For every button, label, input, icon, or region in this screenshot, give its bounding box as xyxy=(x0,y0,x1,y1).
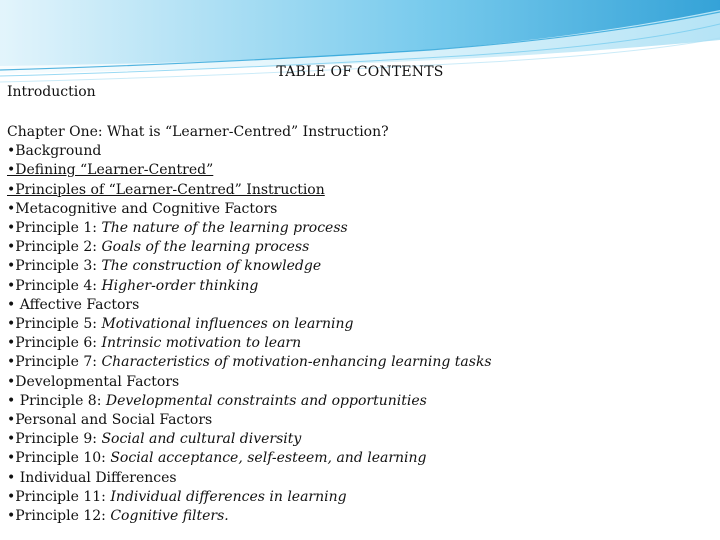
list-item xyxy=(7,315,707,334)
list-item xyxy=(7,469,707,488)
item-description: The construction of knowledge xyxy=(101,258,322,275)
list-item xyxy=(7,200,707,219)
item-label: •Defining “Learner-Centred” xyxy=(7,162,214,179)
list-item xyxy=(7,296,707,315)
item-label: •Principle 9: xyxy=(7,431,102,448)
list-item xyxy=(7,373,707,392)
list-item xyxy=(7,488,707,507)
item-description: Characteristics of motivation-enhancing learning tasks xyxy=(101,354,492,371)
item-description: Individual differences in learning xyxy=(110,488,347,505)
list-item xyxy=(7,430,707,449)
item-label: •Developmental Factors xyxy=(7,373,180,390)
item-description: The nature of the learning process xyxy=(101,220,348,237)
item-label: •Principle 6: xyxy=(7,335,102,352)
list-item xyxy=(7,411,707,430)
item-description: Goals of the learning process xyxy=(101,239,310,256)
item-description: Developmental constraints and opportunities xyxy=(105,392,427,409)
item-label: •Personal and Social Factors xyxy=(7,412,213,429)
item-label: •Metacognitive and Cognitive Factors xyxy=(7,200,278,217)
item-label: •Principle 3: xyxy=(7,258,102,275)
item-label: •Principle 5: xyxy=(7,316,102,333)
page-title: TABLE OF CONTENTS xyxy=(276,64,444,80)
list-item xyxy=(7,334,707,353)
item-description: Intrinsic motivation to learn xyxy=(101,335,302,352)
chapter-heading: Chapter One: What is “Learner-Centred” Instruction? xyxy=(7,124,389,140)
item-label: •Principle 4: xyxy=(7,277,102,294)
item-description: Social acceptance, self-esteem, and learning xyxy=(110,450,427,467)
item-description: Higher-order thinking xyxy=(101,277,259,294)
list-item xyxy=(7,161,707,180)
item-description: Cognitive filters. xyxy=(110,508,229,525)
list-item xyxy=(7,507,707,526)
introduction-heading: Introduction xyxy=(7,84,96,100)
list-item xyxy=(7,257,707,276)
item-label: •Background xyxy=(7,143,102,160)
item-label: •Principle 11: xyxy=(7,488,111,505)
item-label: •Principle 7: xyxy=(7,354,102,371)
list-item xyxy=(7,238,707,257)
item-label: •Principle 10: xyxy=(7,450,111,467)
list-item xyxy=(7,219,707,238)
item-label: •Principle 12: xyxy=(7,508,111,525)
list-item xyxy=(7,392,707,411)
list-item xyxy=(7,353,707,372)
item-label: • Principle 8: xyxy=(7,392,106,409)
list-item xyxy=(7,181,707,200)
item-label: • Individual Differences xyxy=(7,469,177,486)
item-label: •Principle 1: xyxy=(7,220,102,237)
item-label: •Principle 2: xyxy=(7,239,102,256)
list-item xyxy=(7,142,707,161)
item-label: • Affective Factors xyxy=(7,296,140,313)
item-description: Motivational influences on learning xyxy=(101,316,354,333)
item-description: Social and cultural diversity xyxy=(101,431,302,448)
item-label: •Principles of “Learner-Centred” Instruction xyxy=(7,181,325,198)
list-item xyxy=(7,449,707,468)
list-item xyxy=(7,277,707,296)
toc-list xyxy=(7,123,707,526)
